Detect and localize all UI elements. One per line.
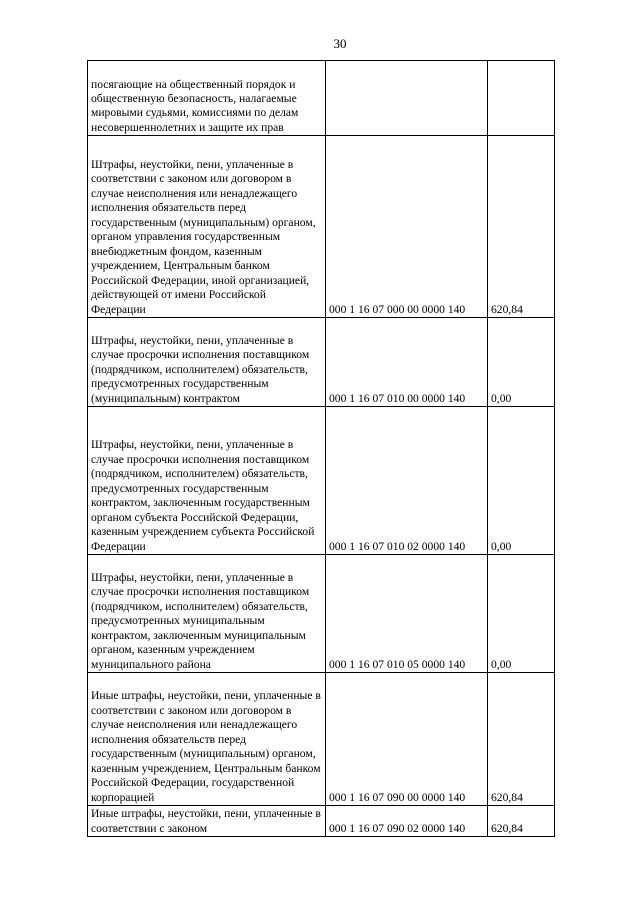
row-code-cell bbox=[326, 673, 488, 806]
row-name-cell bbox=[88, 407, 326, 555]
row-name-cell bbox=[88, 555, 326, 673]
row-code: 000 1 16 07 090 02 0000 140 bbox=[329, 821, 466, 835]
row-code: 000 1 16 07 090 00 0000 140 bbox=[329, 790, 466, 804]
row-code: 000 1 16 07 010 00 0000 140 bbox=[329, 391, 466, 405]
row-name: Иные штрафы, неустойки, пени, уплаченные в соответствии с законом bbox=[91, 807, 321, 835]
row-name-cell bbox=[88, 318, 326, 407]
row-code: 000 1 16 07 010 05 0000 140 bbox=[329, 657, 466, 671]
row-amount: 620,84 bbox=[491, 821, 523, 835]
row-name: Штрафы, неустойки, пени, уплаченные в случае просрочки исполнения поставщиком (подрядчиком, исполнителем) обязательств, предусмотренных муниципальным контрактом, заключенным муниципальным органом, казенным учреждением муниципального района bbox=[91, 570, 310, 671]
row-amount-cell bbox=[488, 61, 555, 136]
row-amount-cell bbox=[488, 407, 555, 555]
row-amount-cell bbox=[488, 806, 555, 837]
row-amount: 0,00 bbox=[491, 539, 512, 553]
row-name-cell bbox=[88, 61, 326, 136]
row-name-cell bbox=[88, 673, 326, 806]
row-name: Штрафы, неустойки, пени, уплаченные в случае просрочки исполнения поставщиком (подрядчиком, исполнителем) обязательств, предусмотренных государственным контрактом, заключенным государственным органом субъекта Российской Федерации, казенным учреждением субъекта Российской Федерации bbox=[91, 438, 315, 553]
row-code-cell bbox=[326, 555, 488, 673]
table-row bbox=[88, 318, 555, 407]
row-amount: 620,84 bbox=[491, 302, 523, 316]
table-row bbox=[88, 407, 555, 555]
row-amount: 0,00 bbox=[491, 657, 512, 671]
row-code-cell bbox=[326, 136, 488, 318]
revenue-table bbox=[87, 60, 555, 837]
table-row bbox=[88, 136, 555, 318]
row-amount: 620,84 bbox=[491, 790, 523, 804]
table-row bbox=[88, 806, 555, 837]
row-amount-cell bbox=[488, 136, 555, 318]
row-name: Штрафы, неустойки, пени, уплаченные в случае просрочки исполнения поставщиком (подрядчиком, исполнителем) обязательств, предусмотренных государственным (муниципальным) контрактом bbox=[91, 333, 310, 405]
table-row bbox=[88, 61, 555, 136]
row-amount-cell bbox=[488, 555, 555, 673]
row-code-cell bbox=[326, 407, 488, 555]
row-name-cell bbox=[88, 806, 326, 837]
row-code-cell bbox=[326, 61, 488, 136]
table-row bbox=[88, 673, 555, 806]
row-name: Иные штрафы, неустойки, пени, уплаченные в соответствии с законом или договором в случае неисполнения или ненадлежащего исполнения обязательств перед государственным (муниципальным) органом, казенным учреждением, Центральным банком Российской Федерации, государственной корпорацией bbox=[91, 689, 321, 804]
row-name: Штрафы, неустойки, пени, уплаченные в соответствии с законом или договором в случае неисполнения или ненадлежащего исполнения обязательств перед государственным (муниципальным) органом, органом управления государственным внебюджетным фондом, казенным учреждением, Центральным банком Российской Федерации, иной организацией, действующей от имени Российской Федерации bbox=[91, 157, 316, 316]
row-name: посягающие на общественный порядок и общественную безопасность, налагаемые мировыми судьями, комиссиями по делам несовершеннолетних и защите их прав bbox=[91, 77, 299, 134]
row-amount-cell bbox=[488, 318, 555, 407]
row-code: 000 1 16 07 010 02 0000 140 bbox=[329, 539, 466, 553]
page-number: 30 bbox=[333, 36, 347, 51]
table-row bbox=[88, 555, 555, 673]
row-amount: 0,00 bbox=[491, 391, 512, 405]
row-amount-cell bbox=[488, 673, 555, 806]
row-code-cell bbox=[326, 318, 488, 407]
row-code-cell bbox=[326, 806, 488, 837]
row-name-cell bbox=[88, 136, 326, 318]
row-code: 000 1 16 07 000 00 0000 140 bbox=[329, 302, 466, 316]
